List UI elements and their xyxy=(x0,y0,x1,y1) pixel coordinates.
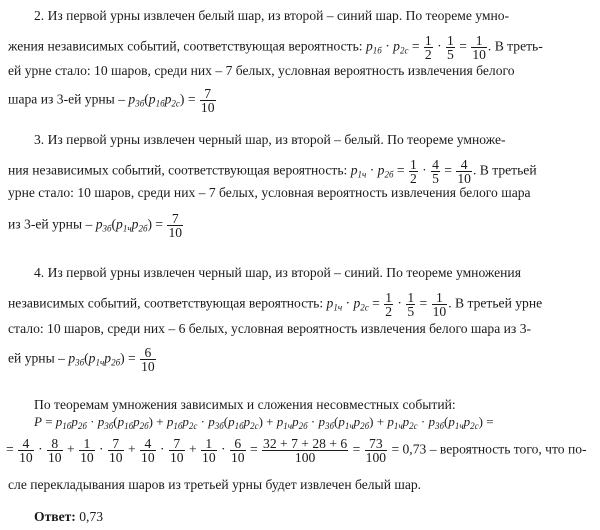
case2-line3: ей урне стало: 10 шаров, среди них – 7 белых, условная вероятность извлечения белого xyxy=(8,63,515,78)
answer-value: 0,73 xyxy=(79,509,104,524)
case4-line4: ей урны – $p_{3б}(p_{1ч}p_{2б})$ = $\frac{6}{10}$ xyxy=(8,345,155,374)
summary-intro: По теоремам умножения зависимых и сложения несовместных событий: xyxy=(34,397,456,412)
case3-formula: $p_{1ч} \cdot p_{2б}$ = $\frac{1}{2}$ · $\frac{4}{5}$ = $\frac{4}{10}$ xyxy=(350,157,471,186)
answer xyxy=(34,509,103,525)
case4-line1: 4. Из первой урны извлечен черный шар, из второй – синий. По теореме умножения xyxy=(34,265,521,280)
total-probability-formula: $P = p_{1б}p_{2б} \cdot p_{3б}(p_{1б}p_{2б}) + p_{1б}p_{2с} \cdot p_{3б}(p_{1б}p_{2с}) + p_{1ч}p_{2б} \cdot p_{3б}(p_{1ч}p_{2б}) + p_{1ч}p_{2с} \cdot p_{3б}(p_{1ч}p_{2с})$ = xyxy=(34,414,494,431)
case3-conditional-formula: $p_{3б}(p_{1ч}p_{2б})$ = $\frac{7}{10}$ xyxy=(95,211,183,240)
case3-line1: 3. Из первой урны извлечен черный шар, из второй – белый. По теореме умноже- xyxy=(34,132,506,147)
case4-formula: $p_{1ч} \cdot p_{2с}$ = $\frac{1}{2}$ · $\frac{1}{5}$ = $\frac{1}{10}$ xyxy=(326,290,447,319)
case2-formula: $p_{1б} \cdot p_{2с}$ = $\frac{1}{2}$ · $\frac{1}{5}$ = $\frac{1}{10}$ xyxy=(366,33,486,62)
case3-line4: из 3-ей урны – $p_{3б}(p_{1ч}p_{2б})$ = $\frac{7}{10}$ xyxy=(8,211,183,240)
case3-line3: урне стало: 10 шаров, среди них – 7 белых, условная вероятность извлечения белого шара xyxy=(8,185,531,200)
case2-line4: шара из 3-ей урны – $p_{3б}(p_{1б}p_{2с})$ = $\frac{7}{10}$ xyxy=(8,86,215,115)
case2-line2: жения независимых событий, соответствующая вероятность: $p_{1б} \cdot p_{2с}$ = $\frac{1}{2}$ · $\frac{1}{5}$ = $\frac{1}{10}$ . В треть- xyxy=(8,33,543,62)
case4-conditional-formula: $p_{3б}(p_{1ч}p_{2б})$ = $\frac{6}{10}$ xyxy=(68,345,155,374)
case4-line2: независимых событий, соответствующая вероятность: $p_{1ч} \cdot p_{2с}$ = $\frac{1}{2}$ · $\frac{1}{5}$ = $\frac{1}{10}$ . В третьей урне xyxy=(8,290,543,319)
answer-label: Ответ: xyxy=(34,509,76,524)
summary-tail: сле перекладывания шаров из третьей урны будет извлечен белый шар. xyxy=(8,477,422,492)
case4-line3: стало: 10 шаров, среди них – 6 белых, условная вероятность извлечения белого шара из 3- xyxy=(8,321,532,336)
numeric-evaluation: = $\frac{4}{10}$ · $\frac{8}{10}$ + $\frac{1}{10}$ · $\frac{7}{10}$ + $\frac{4}{10}$ · $\frac{7}{10}$ + $\frac{1}{10}$ · $\frac{6}{10}$ = $\frac{32 + 7 + 28 + 6}{100}$ = $\frac{73}{100}$ = 0,73 – вероятность того, что по- xyxy=(6,436,587,465)
case3-line2: ния независимых событий, соответствующая вероятность: $p_{1ч} \cdot p_{2б}$ = $\frac{1}{2}$ · $\frac{4}{5}$ = $\frac{4}{10}$ . В третьей xyxy=(8,157,537,186)
case2-conditional-formula: $p_{3б}(p_{1б}p_{2с})$ = $\frac{7}{10}$ xyxy=(128,86,215,115)
case2-line1: 2. Из первой урны извлечен белый шар, из второй – синий шар. По теореме умно- xyxy=(34,8,510,23)
